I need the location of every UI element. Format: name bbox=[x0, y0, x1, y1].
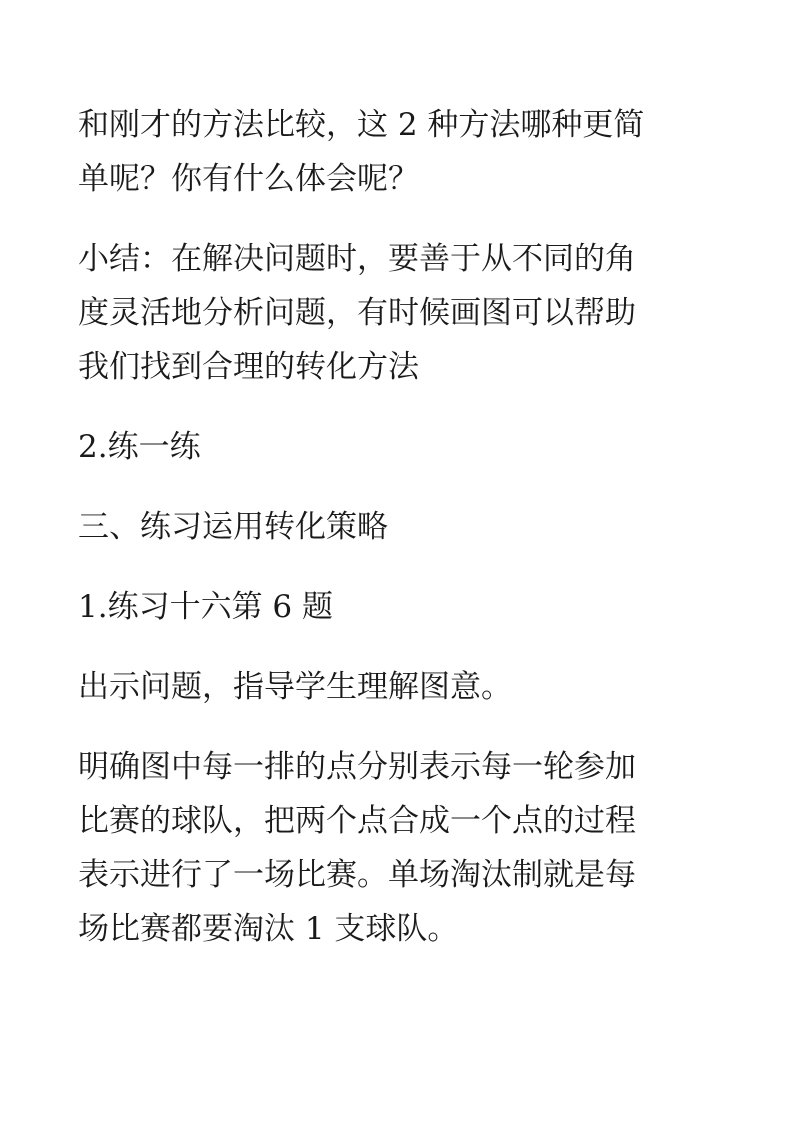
heading-exercise-16-6 bbox=[78, 580, 718, 634]
text-line: 和刚才的方法比较，这 2 种方法哪种更简 bbox=[78, 107, 645, 143]
text-line: 我们找到合理的转化方法 bbox=[78, 349, 419, 385]
heading-section-three bbox=[78, 500, 718, 554]
text-line: 度灵活地分析问题，有时候画图可以帮助 bbox=[78, 295, 636, 331]
document-body bbox=[78, 98, 718, 982]
text-line: 表示进行了一场比赛。单场淘汰制就是每 bbox=[78, 857, 636, 893]
text-line: 出示问题，指导学生理解图意。 bbox=[78, 669, 512, 705]
text-line: 比赛的球队，把两个点合成一个点的过程 bbox=[78, 803, 636, 839]
text-line: 小结：在解决问题时，要善于从不同的角 bbox=[78, 241, 636, 277]
text-line: 单呢？你有什么体会呢？ bbox=[78, 161, 419, 197]
paragraph-comparison-question bbox=[78, 98, 718, 206]
paragraph-show-problem bbox=[78, 660, 718, 714]
paragraph-explanation bbox=[78, 740, 718, 956]
text-line: 三、练习运用转化策略 bbox=[78, 509, 388, 545]
text-line: 场比赛都要淘汰 1 支球队。 bbox=[78, 911, 459, 947]
text-line: 明确图中每一排的点分别表示每一轮参加 bbox=[78, 749, 636, 785]
heading-practice bbox=[78, 420, 718, 474]
text-line: 1.练习十六第 6 题 bbox=[78, 589, 334, 625]
text-line: 2.练一练 bbox=[78, 429, 201, 465]
paragraph-summary bbox=[78, 232, 718, 394]
